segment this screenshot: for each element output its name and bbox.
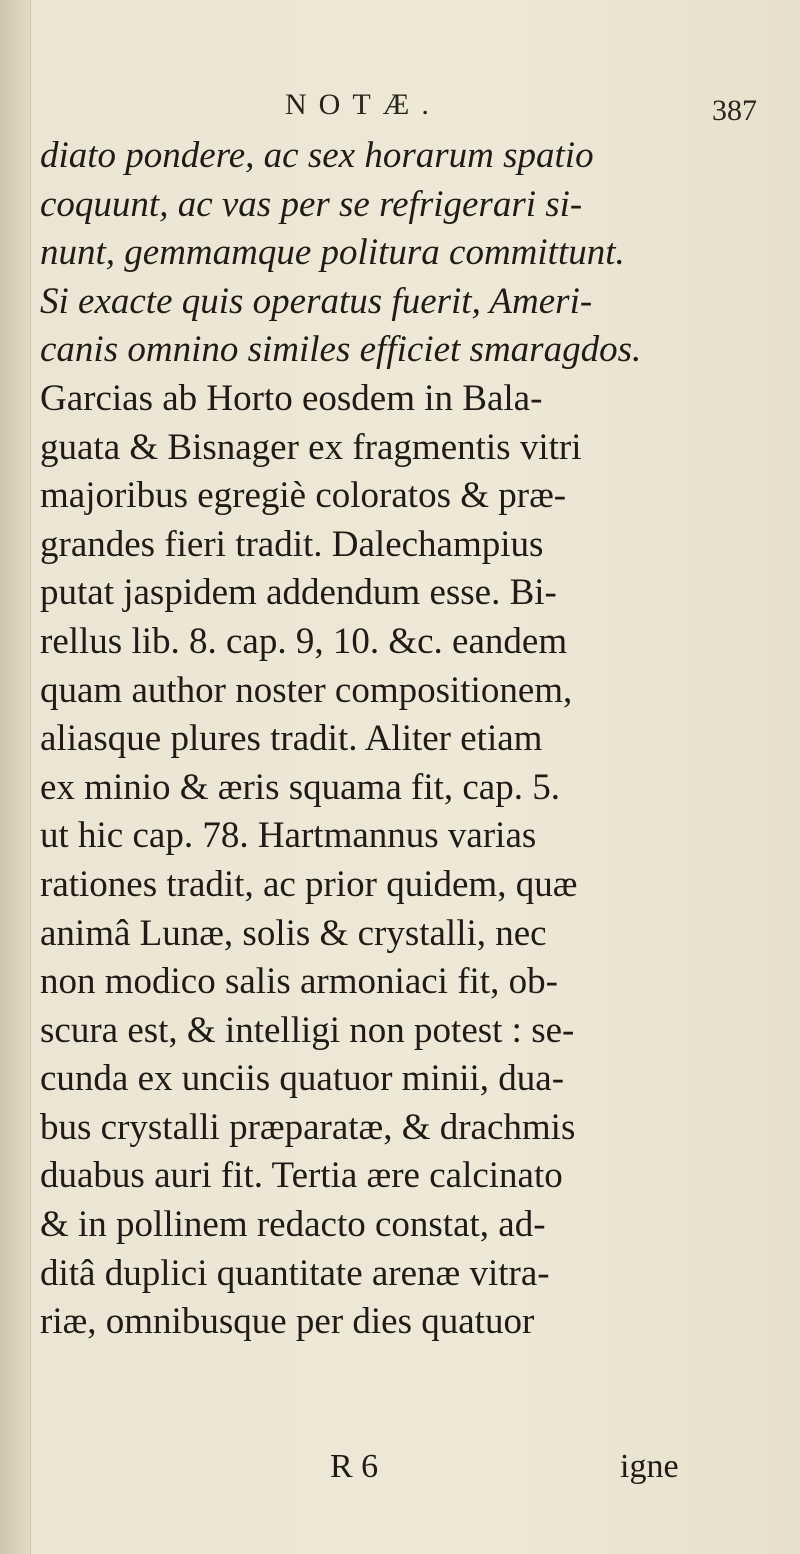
page-gutter [0,0,31,1554]
text-line: ex minio & æris squama fit, cap. 5. [40,766,560,808]
text-line: ditâ duplici quantitate arenæ vitra- [40,1252,550,1294]
text-line: ut hic cap. 78. Hartmannus varias [40,815,537,857]
text-line: majoribus egregiè coloratos & præ- [40,475,567,517]
page-number: 387 [712,94,757,127]
text-line: non modico salis armoniaci fit, ob- [40,961,558,1003]
text-line: scura est, & intelligi non potest : se- [40,1009,575,1051]
text-line: diato pondere, ac sex horarum spatio [40,135,594,176]
text-line: coquunt, ac vas per se refrigerari si- [40,183,583,225]
text-line: & in pollinem redacto constat, ad- [40,1204,546,1246]
page-header [0,88,800,128]
text-line: riæ, omnibusque per dies quatuor [40,1301,535,1343]
signature-mark: R 6 [330,1448,379,1485]
text-line: animâ Lunæ, solis & crystalli, nec [40,912,547,954]
running-head: NOTÆ. [285,88,441,121]
body-text [40,132,780,1347]
text-line: Garcias ab Horto eosdem in Bala- [40,377,543,419]
text-line: putat jaspidem addendum esse. Bi- [40,572,557,614]
page-footer [0,1448,800,1496]
text-line: duabus auri fit. Tertia ære calcinato [40,1155,563,1197]
text-line: Si exacte quis operatus fuerit, Ameri- [40,280,593,322]
text-line: quam author noster compositionem, [40,669,573,711]
text-line: nunt, gemmamque politura committunt. [40,232,625,274]
text-line: bus crystalli præparatæ, & drachmis [40,1106,576,1148]
text-line: rationes tradit, ac prior quidem, quæ [40,863,578,905]
text-line: aliasque plures tradit. Aliter etiam [40,718,543,760]
text-line: grandes fieri tradit. Dalechampius [40,523,544,565]
text-line: canis omnino similes efficiet smaragdos. [40,329,642,371]
text-line: rellus lib. 8. cap. 9, 10. &c. eandem [40,620,568,662]
text-line: guata & Bisnager ex fragmentis vitri [40,426,582,468]
text-line: cunda ex unciis quatuor minii, dua- [40,1058,565,1100]
catchword: igne [620,1448,679,1485]
